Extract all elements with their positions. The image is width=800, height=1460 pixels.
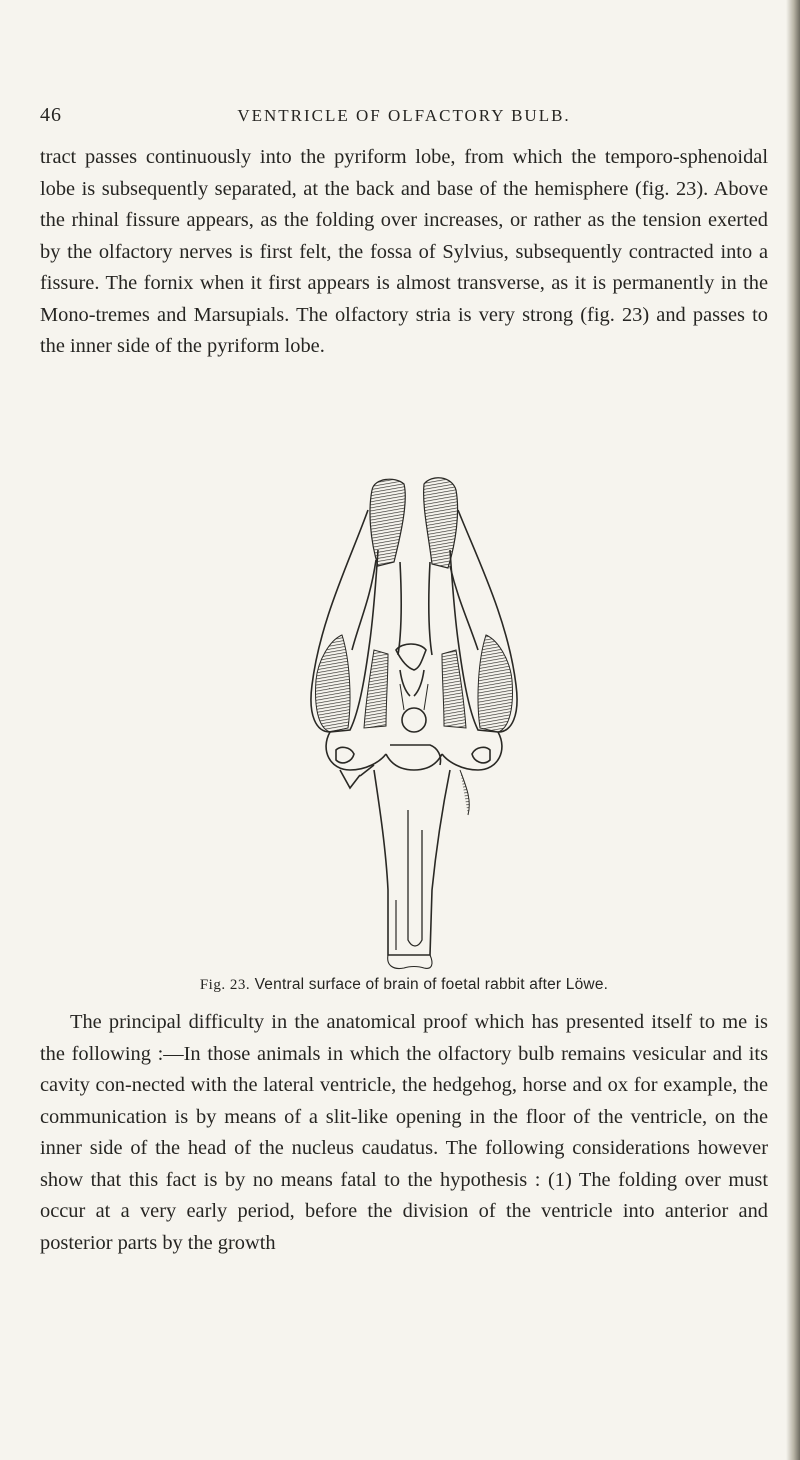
brain-illustration bbox=[290, 470, 540, 990]
page-edge-shadow bbox=[786, 0, 800, 1460]
figure-caption-text: Ventral surface of brain of foetal rabbit after Löwe. bbox=[254, 976, 609, 993]
running-title: VENTRICLE OF OLFACTORY BULB. bbox=[237, 106, 571, 125]
paragraph-2: The principal difficulty in the anatomical proof which has presented itself to me is the following :—In those animals in which the olfactory bulb remains vesicular and its cavity con-nected with the lateral ventricle, the hedgehog, horse and ox for example, the communication is by means of a slit-like opening in the floor of the ventricle, on the inner side of the head of the nucleus caudatus. The following considerations however show that this fact is by no means fatal to the hypothesis : (1) The folding over must occur at a very early period, before the division of the ventricle into anterior and posterior parts by the growth bbox=[40, 1011, 768, 1254]
olfactory-bulb-left bbox=[370, 479, 405, 566]
medulla bbox=[374, 770, 450, 955]
figure-label: Fig. 23. bbox=[199, 977, 251, 993]
paragraph-1: tract passes continuously into the pyriform lobe, from which the temporo-sphenoidal lobe is subsequently separated, at the back and base of the hemisphere (fig. 23). Above the rhinal fissure appears, as the folding over increases, or rather as the tension exerted by the olfactory nerves is first felt, the fossa of Sylvius, subsequently contracted into a fissure. The fornix when it first appears is almost transverse, as it is permanently in the Mono-tremes and Marsupials. The olfactory stria is very strong (fig. 23) and passes to the inner side of the pyriform lobe. bbox=[40, 146, 768, 357]
olfactory-bulb-right bbox=[424, 478, 458, 568]
figure-caption bbox=[40, 976, 768, 994]
page-number: 46 bbox=[40, 104, 62, 126]
page-header bbox=[40, 104, 768, 134]
hypophysis bbox=[402, 708, 426, 732]
pons bbox=[386, 754, 442, 770]
optic-chiasma bbox=[396, 644, 426, 670]
